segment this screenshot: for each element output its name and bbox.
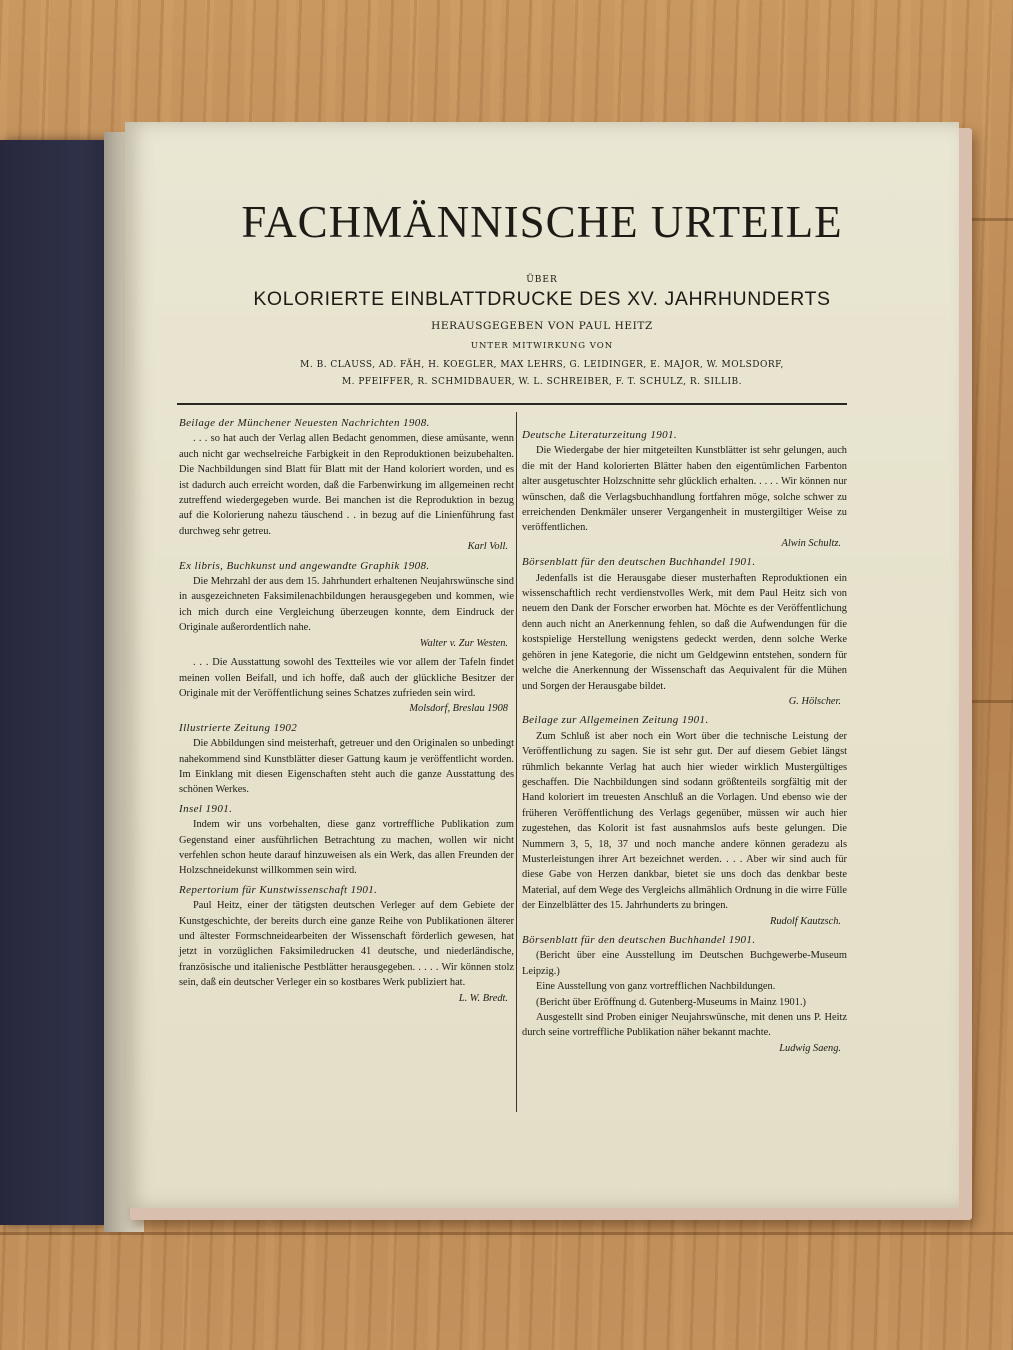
review-signature: Ludwig Saeng. (779, 1042, 841, 1054)
review-signature: G. Hölscher. (788, 695, 841, 707)
review-text: Eine Ausstellung von ganz vortrefflichen Nachbildungen. (536, 981, 776, 993)
review-source: Illustrierte Zeitung 1902 (179, 721, 298, 734)
review-text: Die Mehrzahl der aus dem 15. Jahrhundert erhaltenen Neujahrswünsche sind in ausgezeichneten Faksimilenachbildungen herausgegeben und kommen, wie ich mich durch eine Vergleichung überzeugen konnte, dem Eindruck der Originale außerordentlich nahe. (179, 576, 514, 634)
review-source: Beilage zur Allgemeinen Zeitung 1901. (522, 714, 709, 727)
left-column (179, 412, 514, 1010)
review-text: Ausgestellt sind Proben einiger Neujahrswünsche, mit denen uns P. Heitz durch seine vortreffliche Publikation näher bekannt machte. (522, 1012, 847, 1039)
page-subtitle: KOLORIERTE EINBLATTDRUCKE DES XV. JAHRHUNDERTS (253, 288, 831, 310)
review-signature: Karl Voll. (467, 541, 508, 553)
review-text: Indem wir uns vorbehalten, diese ganz vortreffliche Publikation zum Gegenstand einer ausführlichen Betrachtung zu machen, wollen wir nicht verfehlen schon heute darauf hinzuweisen als ein Werk, das allen Freunden der Holzschneidekunst willkommen sein wird. (179, 819, 514, 877)
review-note: (Bericht über eine Ausstellung im Deutschen Buchgewerbe-Museum Leipzig.) (522, 950, 847, 977)
review-source: Repertorium für Kunstwissenschaft 1901. (179, 883, 378, 896)
review-text: Zum Schluß ist aber noch ein Wort über die technische Leistung der Veröffentlichung zu sagen. Sie ist sehr gut. Der auf diesem Gebiet längst rühmlich bekannte Verlag hat auch hier wieder wirklich Mustergültiges geschaffen. Die Nachbildungen sind sodann größtenteils sorgfältig mit der Hand koloriert im treuesten Anschluß an die Vorlagen. Und ebenso wie der früheren Veröffentlichung des Verlags gegenüber, müssen wir auch hier zugestehen, das Kolorit ist fast ausnahmslos aufs beste gelungen. Die Nummern 3, 5, 18, 37 und noch manche andere können geradezu als Musterleistungen ihrer Art bezeichnet werden. . . . Aber wir sind auch für diese Gabe von Herzen dankbar, bietet sie uns doch das denkbar beste Material, auf dem Wege des Vergleichs allmählich Ordnung in die wirre Fülle der Einzelblätter des 15. Jahrhunderts zu bringen. (522, 730, 847, 912)
page-title: FACHMÄNNISCHE URTEILE (241, 197, 843, 247)
review-source: Insel 1901. (179, 802, 233, 815)
review-note: (Bericht über Eröffnung d. Gutenberg-Museums in Mainz 1901.) (536, 996, 807, 1008)
floorboard-seam (0, 1232, 1013, 1235)
title-connector: ÜBER (526, 275, 558, 285)
review-source: Ex libris, Buchkunst und angewandte Graphik 1908. (179, 559, 430, 572)
binder-cover (0, 140, 118, 1225)
review-text: Die Wiedergabe der hier mitgeteilten Kunstblätter ist sehr gelungen, auch die mit der Hand kolorierten Blätter haben den eigentümlichen Farbenton alter ausgetuschter Holzschnitte sehr glücklich erhalten. . . . . Wir können nur wünschen, daß die Verlagsbuchhandlung fortfahren möge, solche schwer zu erreichenden Denkmäler unserer Vergangenheit in mustergiltiger Weise zu veröffentlichen. (522, 445, 847, 534)
review-text: . . . Die Ausstattung sowohl des Textteiles wie vor allem der Tafeln findet meinen vollen Beifall, und ich hoffe, daß auch der glückliche Besitzer der Originale mit der Veröffentlichung seines Schatzes zufrieden sein wird. (179, 657, 514, 699)
review-source: Beilage der Münchener Neuesten Nachrichten 1908. (179, 417, 430, 429)
review-source: Börsenblatt für den deutschen Buchhandel 1901. (522, 556, 756, 569)
review-text: . . . so hat auch der Verlag allen Bedacht genommen, diese amüsante, wenn auch nicht gar wechselreiche Farbigkeit in den Reproduktionen beizubehalten. Die Nachbildungen sind Blatt für Blatt mit der Hand koloriert worden, und es ist dadurch auch erreicht worden, daß die Farbenwirkung im allgemeinen recht zutreffend wiedergegeben wurde. Bei manchen ist die Reproduktion in bezug auf die Kolorierung nahezu täuschend . . in bezug auf die Linienführung fast durchweg sehr getreu. (179, 433, 514, 537)
review-text: Paul Heitz, einer der tätigsten deutschen Verleger auf dem Gebiete der Kunstgeschichte, der bereits durch eine ganze Reihe von Publikationen älterer und ältester Formschneidearbeiten der Wissenschaft förderlich gewesen, hat jetzt in vorzüglichen Faksimiledrucken 41 deutsche, und niederländische, französische und italienische Pestblätter herausgegeben. . . . . Wir können stolz sein, daß ein deutscher Verleger ein so kostbares Werk publiziert hat. (179, 900, 514, 989)
collaboration-line: UNTER MITWIRKUNG VON (470, 341, 614, 351)
contributors-line-2: M. PFEIFFER, R. SCHMIDBAUER, W. L. SCHREIBER, F. T. SCHULZ, R. SILLIB. (341, 377, 743, 387)
review-signature: Walter v. Zur Westen. (419, 637, 508, 649)
review-text: Jedenfalls ist die Herausgabe dieser musterhaften Reproduktionen ein wissenschaftlich recht verdienstvolles Werk, mit dem Paul Heitz sich von neuem den Dank der Forscher erworben hat. Möchte es der Veröffentlichung denn auch nicht an Anerkennung fehlen, so daß die Aufwendungen für die kostspielige Herstellung wenigstens gedeckt werden, denn solche Werke gehören in jene Kategorie, die nicht um Geldgewinn entstehen, sondern für welche die Anerkennung der Wissenschaft das Aequivalent für die Mühen und Sorgen der Herausgabe bildet. (522, 572, 847, 692)
right-column (522, 424, 847, 1060)
review-text: Die Abbildungen sind meisterhaft, getreuer und den Originalen so unbedingt nahekommend sind Kunstblätter dieser Gattung kaum je veröffentlicht worden. Im Einklang mit diesen Eigenschaften steht auch die ganze Ausstattung des schönen Werkes. (179, 738, 514, 796)
review-signature: Alwin Schultz. (781, 537, 841, 549)
column-divider (516, 412, 517, 1112)
review-signature: Molsdorf, Breslau 1908 (409, 703, 508, 715)
contributors-line-1: M. B. CLAUSS, AD. FÄH, H. KOEGLER, MAX LEHRS, G. LEIDINGER, E. MAJOR, W. MOLSDORF, (300, 360, 784, 370)
review-source: Deutsche Literaturzeitung 1901. (522, 429, 678, 441)
editor-line: HERAUSGEGEBEN VON PAUL HEITZ (431, 320, 653, 332)
review-signature: Rudolf Kautzsch. (769, 915, 841, 927)
header-rule (177, 403, 847, 405)
document-page (125, 122, 959, 1208)
review-signature: L. W. Bredt. (458, 992, 508, 1004)
review-source: Börsenblatt für den deutschen Buchhandel 1901. (522, 934, 756, 946)
